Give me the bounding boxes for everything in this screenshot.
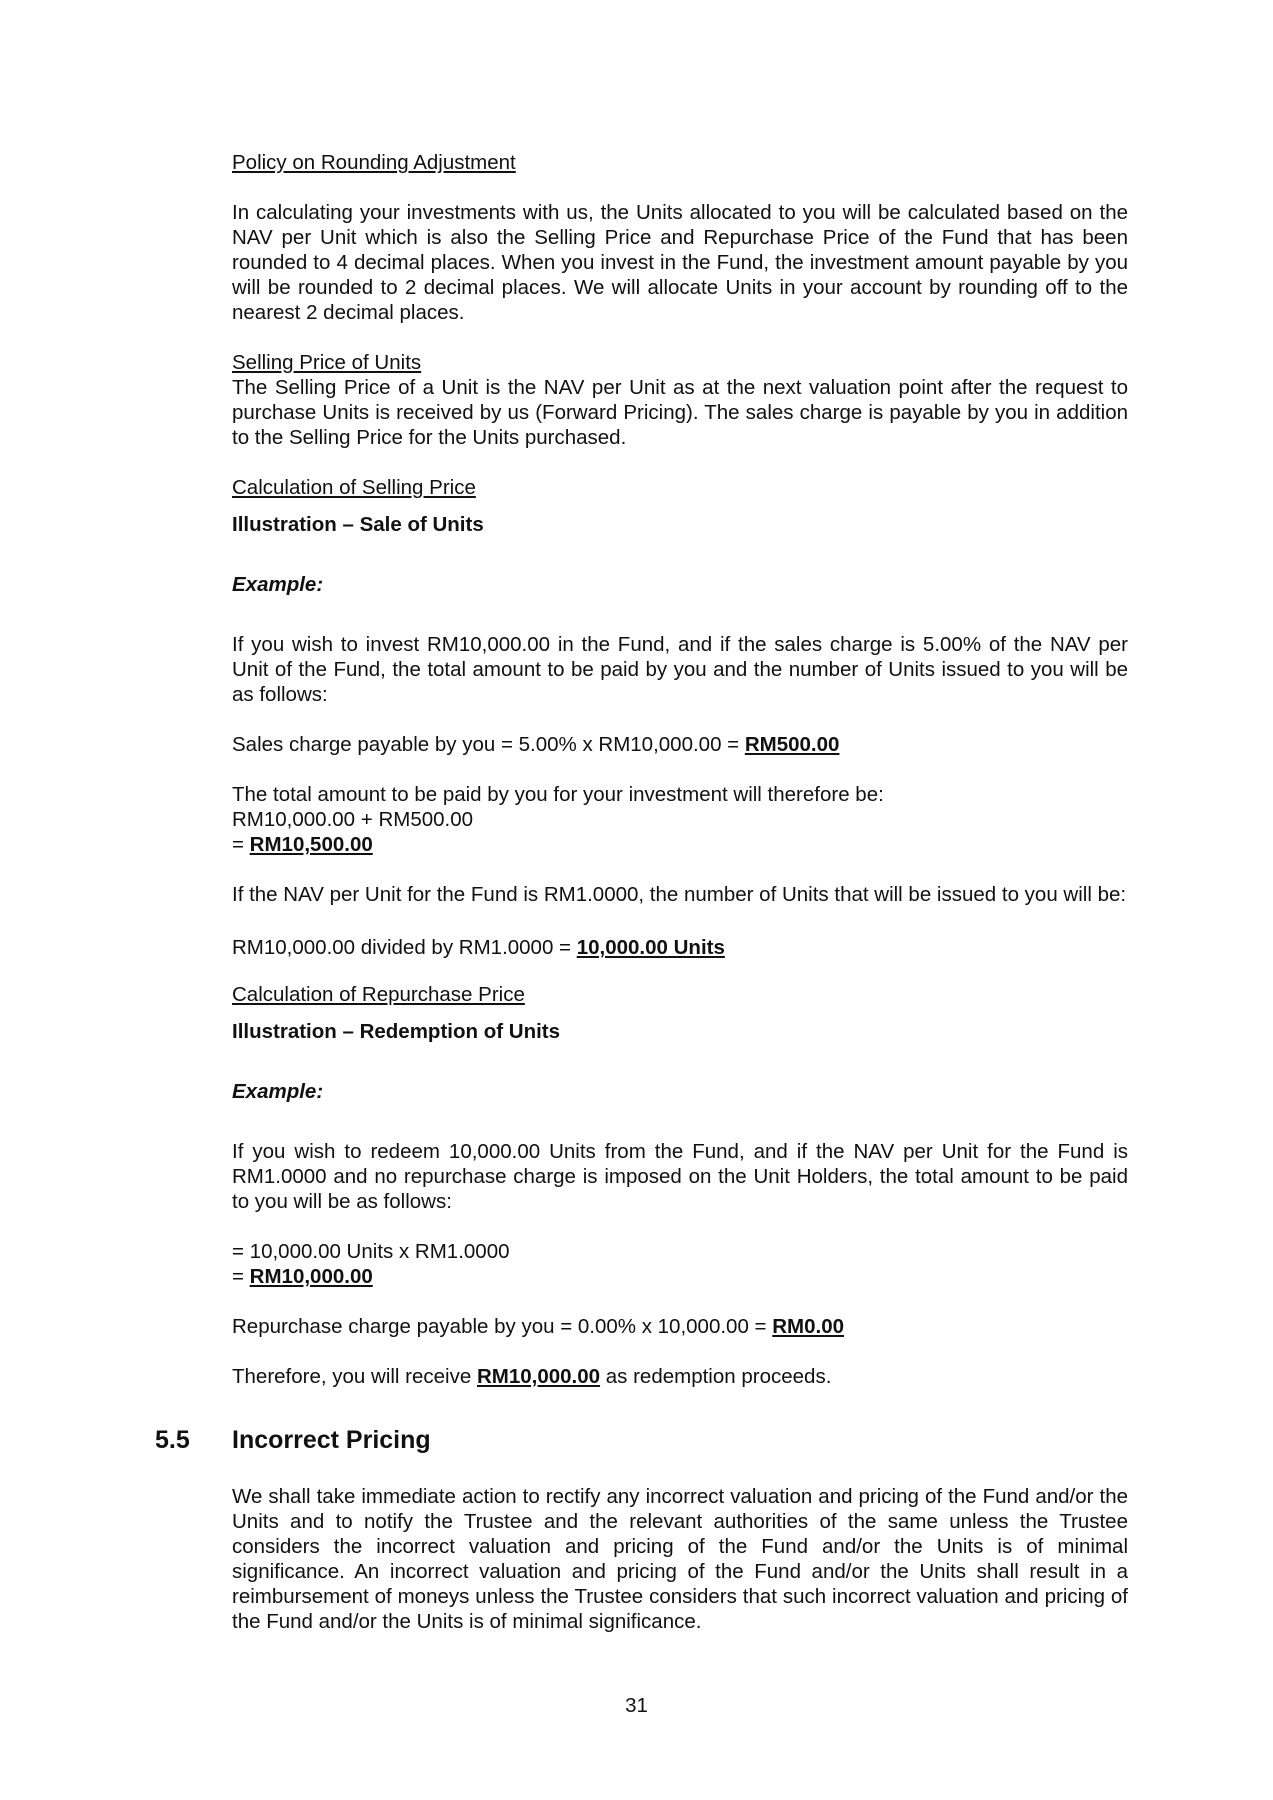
section-heading [155,1425,431,1455]
total-result-line [232,832,1128,857]
page-number: 31 [625,1694,648,1717]
calc-selling-heading: Calculation of Selling Price [232,476,476,499]
total-eq: = [232,833,250,856]
rounding-heading: Policy on Rounding Adjustment [232,151,516,174]
proceeds-line [232,1364,1128,1389]
repurchase-charge-value: RM0.00 [772,1315,844,1338]
rounding-body: In calculating your investments with us, the Units allocated to you will be calculated based on the NAV per Unit which is also the Selling Price and Repurchase Price of the Fund that has been rounded to 4 decimal places. When you invest in the Fund, the investment amount payable by you will be rounded to 2 decimal places. We will allocate Units in your account by rounding off to the nearest 2 decimal places. [232,201,1128,324]
selling-price-heading: Selling Price of Units [232,351,422,374]
redemption-eq: = [232,1265,250,1288]
repurchase-charge-line [232,1314,1128,1339]
proceeds-prefix: Therefore, you will receive [232,1365,477,1388]
sales-charge-value: RM500.00 [744,733,840,756]
redemption-illustration-title: Illustration – Redemption of Units [232,1020,561,1043]
repurchase-charge-text: Repurchase charge payable by you = 0.00% x 10,000.00 = [232,1315,773,1338]
section-body: We shall take immediate action to rectify any incorrect valuation and pricing of the Fund and/or the Units and to notify the Trustee and the relevant authorities of the same unless the Trustee considers the incorrect valuation and pricing of the Fund and/or the Units is of minimal significance. An incorrect valuation and pricing of the Fund and/or the Units shall result in a reimbursement of moneys unless the Trustee considers that such incorrect valuation and pricing of the Fund and/or the Units is of minimal significance. [232,1485,1128,1633]
sale-example-label: Example: [232,573,324,596]
proceeds-value: RM10,000.00 [476,1365,601,1388]
sales-charge-text: Sales charge payable by you = 5.00% x RM10,000.00 = [232,733,745,756]
redemption-example-intro: If you wish to redeem 10,000.00 Units from the Fund, and if the NAV per Unit for the Fund is RM1.0000 and no repurchase charge is imposed on the Unit Holders, the total amount to be paid to you will be as follows: [232,1140,1128,1213]
units-text: RM10,000.00 divided by RM1.0000 = [232,936,577,959]
sale-example-intro: If you wish to invest RM10,000.00 in the Fund, and if the sales charge is 5.00% of the NAV per Unit of the Fund, the total amount to be paid by you and the number of Units issued to you will be as follows: [232,633,1128,706]
units-intro: If the NAV per Unit for the Fund is RM1.0000, the number of Units that will be issued to you will be: [232,883,1127,906]
section-title: Incorrect Pricing [232,1426,431,1454]
total-intro: The total amount to be paid by you for your investment will therefore be: [232,783,884,806]
selling-price-body: The Selling Price of a Unit is the NAV per Unit as at the next valuation point after the request to purchase Units is received by us (Forward Pricing). The sales charge is payable by you in addition to the Selling Price for the Units purchased. [232,376,1128,449]
units-line [232,935,1128,960]
redemption-value: RM10,000.00 [249,1265,373,1288]
redemption-calc-line: = 10,000.00 Units x RM1.0000 [232,1240,510,1263]
sale-illustration-title: Illustration – Sale of Units [232,513,484,536]
proceeds-suffix: as redemption proceeds. [600,1365,832,1388]
units-value: 10,000.00 Units [576,936,725,959]
calc-repurchase-heading: Calculation of Repurchase Price [232,983,525,1006]
sales-charge-line [232,732,1128,757]
redemption-example-label: Example: [232,1080,324,1103]
total-value: RM10,500.00 [249,833,373,856]
main-content [232,150,1128,1389]
redemption-result-line [232,1264,1128,1289]
section-number: 5.5 [155,1426,190,1454]
total-sum: RM10,000.00 + RM500.00 [232,808,474,831]
